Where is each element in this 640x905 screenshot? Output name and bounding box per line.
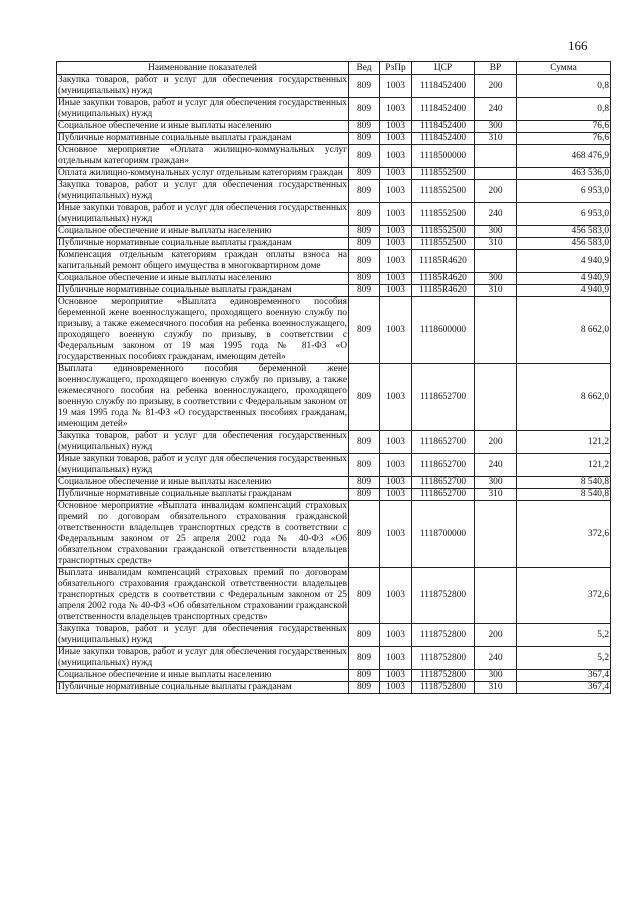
row-vr-cell: 310 xyxy=(475,285,517,297)
row-sum-cell: 8 540,8 xyxy=(517,489,611,501)
row-csr-cell: 1118652700 xyxy=(412,489,475,501)
row-sum-cell: 121,2 xyxy=(517,431,611,454)
header-ved: Вед xyxy=(349,62,380,75)
row-name-cell: Выплата инвалидам компенсаций страховых премий по договорам обязательного страхования гражданской ответственности владельцев транспортных средств в соответствии с Федеральным законом от 25 апреля 2002 года № 40-ФЗ «Об обязательном страховании гражданской ответственности владельцев транспортных средств» xyxy=(58,568,347,622)
table-row xyxy=(57,647,611,670)
row-csr-cell: 1118552500 xyxy=(412,238,475,250)
row-rzpr-cell: 1003 xyxy=(380,273,412,285)
row-sum-cell: 5,2 xyxy=(517,624,611,647)
row-rzpr-cell: 1003 xyxy=(380,285,412,297)
row-name-cell: Основное мероприятие «Выплата инвалидам компенсаций страховых премий по договорам обязательного страхования гражданской ответственности владельцев транспортных средств в соответствии с Федеральным законом от 25 апреля 2002 года № 40-ФЗ «Об обязательном страховании гражданской ответственности владельцев транспортных средств» xyxy=(58,501,347,566)
row-vr-cell: 310 xyxy=(475,238,517,250)
row-name-cell: Публичные нормативные социальные выплаты гражданам xyxy=(57,285,349,297)
table-row xyxy=(57,168,611,180)
row-sum-cell: 8 540,8 xyxy=(517,477,611,489)
row-ved-cell: 809 xyxy=(349,226,380,238)
row-vr-cell: 240 xyxy=(475,203,517,226)
row-ved-cell: 809 xyxy=(349,168,380,180)
row-sum-cell: 4 940,9 xyxy=(517,285,611,297)
header-vr: ВР xyxy=(475,62,517,75)
table-row xyxy=(57,226,611,238)
row-name-cell: Публичные нормативные социальные выплаты гражданам xyxy=(57,682,349,694)
header-csr: ЦСР xyxy=(412,62,475,75)
row-csr-cell: 1118652700 xyxy=(412,477,475,489)
row-vr-cell: 200 xyxy=(475,75,517,98)
row-name-cell: Иные закупки товаров, работ и услуг для обеспечения государственных (муниципальных) нужд xyxy=(58,647,347,668)
row-name-cell: Иные закупки товаров, работ и услуг для обеспечения государственных (муниципальных) нужд xyxy=(58,203,347,224)
row-rzpr-cell: 1003 xyxy=(380,477,412,489)
table-row xyxy=(57,477,611,489)
row-sum-cell: 6 953,0 xyxy=(517,180,611,203)
row-sum-cell: 367,4 xyxy=(517,670,611,682)
table-row xyxy=(57,133,611,145)
budget-table xyxy=(56,61,611,694)
row-csr-cell: 11185R4620 xyxy=(412,250,475,273)
table-row xyxy=(57,203,611,226)
row-vr-cell xyxy=(475,501,517,568)
table-row xyxy=(57,489,611,501)
row-sum-cell: 5,2 xyxy=(517,647,611,670)
row-ved-cell: 809 xyxy=(349,568,380,624)
row-csr-cell: 1118652700 xyxy=(412,454,475,477)
row-rzpr-cell: 1003 xyxy=(380,180,412,203)
row-vr-cell xyxy=(475,297,517,364)
table-row xyxy=(57,501,611,568)
row-vr-cell xyxy=(475,168,517,180)
row-csr-cell: 1118652700 xyxy=(412,364,475,431)
row-csr-cell: 1118600000 xyxy=(412,297,475,364)
row-csr-cell: 1118552500 xyxy=(412,226,475,238)
row-csr-cell: 1118752800 xyxy=(412,624,475,647)
row-sum-cell: 4 940,9 xyxy=(517,250,611,273)
header-rzpr: РзПр xyxy=(380,62,412,75)
row-ved-cell: 809 xyxy=(349,250,380,273)
row-sum-cell: 468 476,9 xyxy=(517,145,611,168)
row-name-cell: Публичные нормативные социальные выплаты гражданам xyxy=(57,489,349,501)
table-row xyxy=(57,364,611,431)
row-sum-cell: 8 662,0 xyxy=(517,364,611,431)
page-number: 166 xyxy=(568,38,588,53)
row-name-cell: Социальное обеспечение и иные выплаты населению xyxy=(57,273,349,285)
row-rzpr-cell: 1003 xyxy=(380,454,412,477)
row-csr-cell: 1118452400 xyxy=(412,133,475,145)
row-ved-cell: 809 xyxy=(349,297,380,364)
row-vr-cell: 300 xyxy=(475,121,517,133)
row-csr-cell: 1118452400 xyxy=(412,121,475,133)
row-csr-cell: 1118552500 xyxy=(412,180,475,203)
row-ved-cell: 809 xyxy=(349,670,380,682)
row-vr-cell: 240 xyxy=(475,454,517,477)
row-rzpr-cell: 1003 xyxy=(380,297,412,364)
row-sum-cell: 8 662,0 xyxy=(517,297,611,364)
row-vr-cell: 310 xyxy=(475,489,517,501)
row-name-cell: Иные закупки товаров, работ и услуг для обеспечения государственных (муниципальных) нужд xyxy=(58,454,347,475)
row-rzpr-cell: 1003 xyxy=(380,121,412,133)
row-name-cell: Закупка товаров, работ и услуг для обеспечения государственных (муниципальных) нужд xyxy=(58,431,347,452)
table-row xyxy=(57,297,611,364)
row-name-cell: Закупка товаров, работ и услуг для обеспечения государственных (муниципальных) нужд xyxy=(58,624,347,645)
row-name-cell: Социальное обеспечение и иные выплаты населению xyxy=(57,477,349,489)
row-sum-cell: 0,8 xyxy=(517,75,611,98)
table-row xyxy=(57,682,611,694)
row-name-cell: Социальное обеспечение и иные выплаты населению xyxy=(57,670,349,682)
row-ved-cell: 809 xyxy=(349,624,380,647)
row-rzpr-cell: 1003 xyxy=(380,501,412,568)
row-name-cell: Закупка товаров, работ и услуг для обеспечения государственных (муниципальных) нужд xyxy=(58,75,347,96)
row-vr-cell: 200 xyxy=(475,180,517,203)
table-row xyxy=(57,98,611,121)
table-row xyxy=(57,568,611,624)
row-rzpr-cell: 1003 xyxy=(380,250,412,273)
row-ved-cell: 809 xyxy=(349,364,380,431)
row-vr-cell: 240 xyxy=(475,647,517,670)
row-name-cell: Выплата единовременного пособия беременной жене военнослужащего, проходящего военную службу по призыву, а также ежемесячного пособия на ребенка военнослужащего, проходящего военную службу по призыву, в соответствии с Федеральным законом от 19 мая 1995 года № 81-ФЗ «О государственных пособиях гражданам, имеющим детей» xyxy=(58,364,347,429)
row-name-cell: Социальное обеспечение и иные выплаты населению xyxy=(57,121,349,133)
row-ved-cell: 809 xyxy=(349,75,380,98)
row-rzpr-cell: 1003 xyxy=(380,682,412,694)
row-vr-cell: 300 xyxy=(475,273,517,285)
row-rzpr-cell: 1003 xyxy=(380,431,412,454)
row-sum-cell: 6 953,0 xyxy=(517,203,611,226)
row-sum-cell: 367,4 xyxy=(517,682,611,694)
row-sum-cell: 456 583,0 xyxy=(517,238,611,250)
table-row xyxy=(57,145,611,168)
row-csr-cell: 11185R4620 xyxy=(412,273,475,285)
row-csr-cell: 1118552500 xyxy=(412,203,475,226)
row-csr-cell: 1118700000 xyxy=(412,501,475,568)
row-ved-cell: 809 xyxy=(349,477,380,489)
row-name-cell: Социальное обеспечение и иные выплаты населению xyxy=(57,226,349,238)
row-sum-cell: 4 940,9 xyxy=(517,273,611,285)
row-rzpr-cell: 1003 xyxy=(380,168,412,180)
row-csr-cell: 1118752800 xyxy=(412,647,475,670)
row-sum-cell: 463 536,0 xyxy=(517,168,611,180)
row-vr-cell: 300 xyxy=(475,670,517,682)
table-row xyxy=(57,238,611,250)
row-name-cell: Публичные нормативные социальные выплаты гражданам xyxy=(57,238,349,250)
row-vr-cell xyxy=(475,568,517,624)
row-sum-cell: 76,6 xyxy=(517,133,611,145)
row-vr-cell: 300 xyxy=(475,226,517,238)
row-ved-cell: 809 xyxy=(349,121,380,133)
table-row xyxy=(57,180,611,203)
row-name-cell: Оплата жилищно-коммунальных услуг отдельным категориям граждан xyxy=(57,168,349,180)
row-ved-cell: 809 xyxy=(349,98,380,121)
row-rzpr-cell: 1003 xyxy=(380,624,412,647)
table-row xyxy=(57,273,611,285)
row-csr-cell: 1118552500 xyxy=(412,168,475,180)
table-row xyxy=(57,75,611,98)
row-rzpr-cell: 1003 xyxy=(380,364,412,431)
row-csr-cell: 1118500000 xyxy=(412,145,475,168)
row-vr-cell xyxy=(475,250,517,273)
row-csr-cell: 1118752800 xyxy=(412,670,475,682)
row-sum-cell: 121,2 xyxy=(517,454,611,477)
header-name: Наименование показателей xyxy=(57,62,349,75)
row-vr-cell: 310 xyxy=(475,682,517,694)
row-ved-cell: 809 xyxy=(349,501,380,568)
row-name-cell: Компенсация отдельным категориям граждан оплаты взноса на капитальный ремонт общего имущества в многоквартирном доме xyxy=(58,250,347,271)
table-row xyxy=(57,285,611,297)
row-ved-cell: 809 xyxy=(349,203,380,226)
row-rzpr-cell: 1003 xyxy=(380,226,412,238)
header-sum: Сумма xyxy=(517,62,611,75)
table-row xyxy=(57,670,611,682)
table-header-row xyxy=(57,62,611,75)
row-ved-cell: 809 xyxy=(349,682,380,694)
row-ved-cell: 809 xyxy=(349,454,380,477)
row-rzpr-cell: 1003 xyxy=(380,489,412,501)
row-vr-cell: 200 xyxy=(475,624,517,647)
row-vr-cell: 310 xyxy=(475,133,517,145)
row-name-cell: Иные закупки товаров, работ и услуг для обеспечения государственных (муниципальных) нужд xyxy=(58,98,347,119)
row-ved-cell: 809 xyxy=(349,273,380,285)
row-vr-cell xyxy=(475,364,517,431)
row-vr-cell: 240 xyxy=(475,98,517,121)
table-row xyxy=(57,121,611,133)
row-ved-cell: 809 xyxy=(349,180,380,203)
table-row xyxy=(57,454,611,477)
row-rzpr-cell: 1003 xyxy=(380,568,412,624)
row-ved-cell: 809 xyxy=(349,145,380,168)
row-rzpr-cell: 1003 xyxy=(380,647,412,670)
table-row xyxy=(57,624,611,647)
row-ved-cell: 809 xyxy=(349,133,380,145)
row-name-cell: Основное мероприятие «Выплата единовременного пособия беременной жене военнослужащего, проходящего военную службу по призыву, а также ежемесячного пособия на ребенка военнослужащего, проходящего военную службу по призыву, в соответствии с Федеральным законом от 19 мая 1995 года № 81-ФЗ «О государственных пособиях гражданам, имеющим детей» xyxy=(58,297,347,362)
row-sum-cell: 0,8 xyxy=(517,98,611,121)
row-name-cell: Закупка товаров, работ и услуг для обеспечения государственных (муниципальных) нужд xyxy=(58,180,347,201)
row-rzpr-cell: 1003 xyxy=(380,145,412,168)
row-rzpr-cell: 1003 xyxy=(380,75,412,98)
row-csr-cell: 1118452400 xyxy=(412,98,475,121)
row-sum-cell: 456 583,0 xyxy=(517,226,611,238)
table-row xyxy=(57,250,611,273)
row-csr-cell: 1118452400 xyxy=(412,75,475,98)
row-ved-cell: 809 xyxy=(349,238,380,250)
row-csr-cell: 1118752800 xyxy=(412,568,475,624)
row-rzpr-cell: 1003 xyxy=(380,203,412,226)
row-rzpr-cell: 1003 xyxy=(380,133,412,145)
row-ved-cell: 809 xyxy=(349,647,380,670)
row-sum-cell: 372,6 xyxy=(517,501,611,568)
row-name-cell: Публичные нормативные социальные выплаты гражданам xyxy=(57,133,349,145)
row-rzpr-cell: 1003 xyxy=(380,670,412,682)
table-row xyxy=(57,431,611,454)
row-sum-cell: 76,6 xyxy=(517,121,611,133)
row-vr-cell: 200 xyxy=(475,431,517,454)
row-csr-cell: 11185R4620 xyxy=(412,285,475,297)
row-ved-cell: 809 xyxy=(349,285,380,297)
row-sum-cell: 372,6 xyxy=(517,568,611,624)
row-vr-cell: 300 xyxy=(475,477,517,489)
row-ved-cell: 809 xyxy=(349,489,380,501)
row-csr-cell: 1118752800 xyxy=(412,682,475,694)
row-rzpr-cell: 1003 xyxy=(380,98,412,121)
row-vr-cell xyxy=(475,145,517,168)
row-name-cell: Основное мероприятие «Оплата жилищно-коммунальных услуг отдельным категориям граждан» xyxy=(58,145,347,166)
row-csr-cell: 1118652700 xyxy=(412,431,475,454)
row-rzpr-cell: 1003 xyxy=(380,238,412,250)
row-ved-cell: 809 xyxy=(349,431,380,454)
